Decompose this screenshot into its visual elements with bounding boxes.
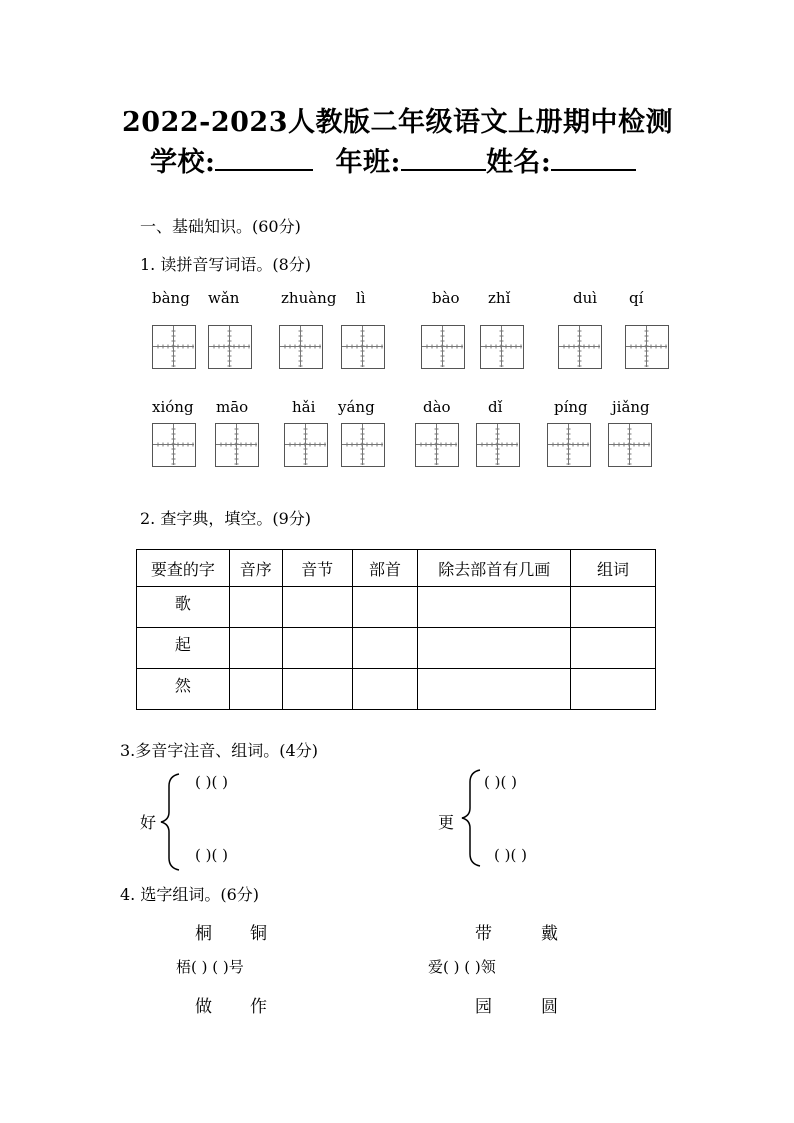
- pinyin-label: bàng: [152, 289, 190, 307]
- table-header-cell: 部首: [352, 550, 418, 587]
- grid-guide-lines: [285, 424, 326, 465]
- page-title: 2022-2023人教版二年级语文上册期中检测: [122, 107, 673, 138]
- grid-guide-lines: [342, 424, 383, 465]
- word-fill-row[interactable]: 爱( ) ( )领: [428, 958, 496, 976]
- writing-grid-box[interactable]: [341, 325, 385, 369]
- choice-char: 戴: [541, 924, 558, 944]
- pinyin-label: zhuàng: [281, 289, 337, 307]
- pinyin-label: zhǐ: [488, 289, 511, 307]
- grid-guide-lines: [548, 424, 589, 465]
- q1-heading: 1. 读拼音写词语。(8分): [140, 255, 312, 274]
- table-header-cell: 要查的字: [137, 550, 230, 587]
- answer-cell[interactable]: [571, 669, 656, 710]
- lookup-char-cell: 起: [137, 628, 230, 669]
- grid-guide-lines: [216, 424, 257, 465]
- pinyin-label: māo: [216, 398, 249, 416]
- lookup-char-cell: 歌: [137, 587, 230, 628]
- pinyin-label: qí: [629, 289, 644, 307]
- pinyin-label: hǎi: [292, 398, 316, 416]
- writing-grid-box[interactable]: [215, 423, 259, 467]
- grid-guide-lines: [609, 424, 650, 465]
- choice-char: 带: [475, 924, 492, 944]
- grid-guide-lines: [416, 424, 457, 465]
- answer-cell[interactable]: [418, 669, 571, 710]
- grid-guide-lines: [153, 326, 194, 367]
- grid-guide-lines: [481, 326, 522, 367]
- q2-heading: 2. 查字典，填空。(9分): [140, 509, 312, 528]
- writing-grid-box[interactable]: [415, 423, 459, 467]
- grid-guide-lines: [477, 424, 518, 465]
- answer-cell[interactable]: [282, 628, 352, 669]
- grid-guide-lines: [626, 326, 667, 367]
- pinyin-label: bào: [432, 289, 460, 307]
- grid-guide-lines: [280, 326, 321, 367]
- answer-cell[interactable]: [418, 628, 571, 669]
- q4-heading: 4. 选字组词。(6分): [120, 885, 260, 904]
- answer-parens[interactable]: ( )( ): [484, 773, 517, 791]
- writing-grid-box[interactable]: [476, 423, 520, 467]
- writing-grid-box[interactable]: [625, 325, 669, 369]
- answer-parens[interactable]: ( )( ): [195, 773, 228, 791]
- answer-cell[interactable]: [352, 628, 418, 669]
- pinyin-label: lì: [356, 289, 366, 307]
- writing-grid-box[interactable]: [284, 423, 328, 467]
- name-blank[interactable]: [551, 169, 636, 171]
- student-info-line: [150, 140, 636, 179]
- polyphone-char: 好: [140, 813, 157, 832]
- answer-cell[interactable]: [352, 669, 418, 710]
- writing-grid-box[interactable]: [208, 325, 252, 369]
- pinyin-label: dǐ: [488, 398, 503, 416]
- left-brace-icon: [159, 772, 181, 872]
- writing-grid-box[interactable]: [558, 325, 602, 369]
- pinyin-label: duì: [573, 289, 598, 307]
- choice-char: 铜: [250, 924, 267, 944]
- grid-guide-lines: [559, 326, 600, 367]
- table-header-cell: 组词: [571, 550, 656, 587]
- q3-heading: 3.多音字注音、组词。(4分): [120, 741, 318, 760]
- answer-cell[interactable]: [282, 587, 352, 628]
- table-header-cell: 音节: [282, 550, 352, 587]
- pinyin-label: xióng: [152, 398, 194, 416]
- table-row: [137, 669, 656, 710]
- table-row: [137, 587, 656, 628]
- answer-cell[interactable]: [352, 587, 418, 628]
- grid-guide-lines: [342, 326, 383, 367]
- class-blank[interactable]: [401, 169, 486, 171]
- class-label: 年班:: [335, 147, 401, 178]
- pinyin-label: wǎn: [208, 289, 240, 307]
- choice-char: 圆: [541, 997, 558, 1017]
- school-blank[interactable]: [215, 169, 313, 171]
- writing-grid-box[interactable]: [547, 423, 591, 467]
- answer-parens[interactable]: ( )( ): [195, 846, 228, 864]
- pinyin-label: yáng: [338, 398, 375, 416]
- grid-guide-lines: [209, 326, 250, 367]
- dictionary-table: [136, 549, 656, 710]
- polyphone-char: 更: [438, 813, 455, 832]
- answer-cell[interactable]: [571, 628, 656, 669]
- grid-guide-lines: [422, 326, 463, 367]
- pinyin-label: jiǎng: [612, 398, 650, 416]
- writing-grid-box[interactable]: [152, 325, 196, 369]
- pinyin-label: dào: [423, 398, 451, 416]
- table-row: [137, 628, 656, 669]
- writing-grid-box[interactable]: [152, 423, 196, 467]
- grid-guide-lines: [153, 424, 194, 465]
- answer-parens[interactable]: ( )( ): [494, 846, 527, 864]
- answer-cell[interactable]: [229, 587, 282, 628]
- answer-cell[interactable]: [571, 587, 656, 628]
- writing-grid-box[interactable]: [279, 325, 323, 369]
- school-label: 学校:: [150, 147, 216, 178]
- left-brace-icon: [460, 768, 482, 868]
- writing-grid-box[interactable]: [341, 423, 385, 467]
- name-label: 姓名:: [485, 147, 552, 178]
- answer-cell[interactable]: [418, 587, 571, 628]
- pinyin-label: píng: [554, 398, 588, 416]
- table-header-cell: 除去部首有几画: [418, 550, 571, 587]
- lookup-char-cell: 然: [137, 669, 230, 710]
- answer-cell[interactable]: [229, 669, 282, 710]
- answer-cell[interactable]: [229, 628, 282, 669]
- section-1-heading: 一、基础知识。(60分): [140, 217, 301, 236]
- writing-grid-box[interactable]: [608, 423, 652, 467]
- writing-grid-box[interactable]: [480, 325, 524, 369]
- choice-char: 桐: [195, 924, 212, 944]
- choice-char: 做: [195, 997, 212, 1017]
- choice-char: 园: [475, 997, 492, 1017]
- table-header-row: [137, 550, 656, 587]
- writing-grid-box[interactable]: [421, 325, 465, 369]
- choice-char: 作: [250, 997, 267, 1017]
- table-header-cell: 音序: [229, 550, 282, 587]
- answer-cell[interactable]: [282, 669, 352, 710]
- word-fill-row[interactable]: 梧( ) ( )号: [176, 958, 244, 976]
